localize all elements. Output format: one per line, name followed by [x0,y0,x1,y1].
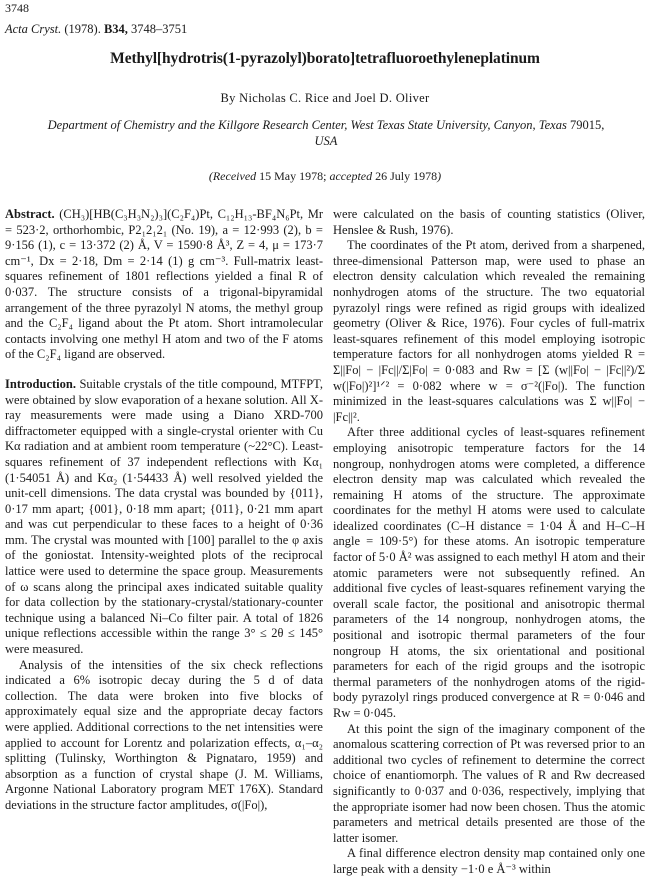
abstract-paragraph [5,207,323,363]
journal-reference [5,22,187,37]
abstract-heading: Abstract. [5,207,55,221]
affiliation-zip: 79015, [569,118,605,132]
page-number: 3748 [5,1,29,15]
enantiomorph-paragraph: At this point the sign of the imaginary component of the anomalous scattering correction of Pt was reversed prior to an additional two cycles of refinement to determine the correct choice of enantiomorph. The values of R and Rw decreased significantly to 0·037 and 0·036, respectively, implying that the appropriate isomer had now been chosen. Thus the atomic parameters and metrical details presented are those of the latter isomer. [333,721,645,845]
journal-year: (1978). [64,22,101,36]
journal-pages: 3748–3751 [131,22,188,36]
counting-statistics-paragraph: were calculated on the basis of counting statistics (Oliver, Henslee & Rush, 1976). [333,207,645,237]
difference-map-paragraph: A final difference electron density map contained only one large peak with a density −1·0 e Å⁻³ within [333,846,645,876]
abstract-text: (CH₃)[HB(C₃H₃N₂)₃](C₂F₄)Pt, C₁₂H₁₃-BF₄N₆Pt, Mr = 523·2, orthorhombic, P2₁2₁2₁ (No. 19), a = 12·993 (2), b = 9·156 (1), c = 13·372 (2) Å, V = 1590·8 Å³, Z = 4, μ = 173·7 cm⁻¹, Dx = 2·18, Dm = 2·14 (1) g cm⁻³. Full-matrix least-squares refinement of 1801 reflections yielded a final R of 0·037. The structure consists of a trigonal-bipyramidal arrangement of the three pyrazolyl N atoms, the methyl group and the C₂F₄ ligand about the Pt atom. Short intramolecular contacts involving one methyl H atom and two of the F atoms of the C₂F₄ ligand are observed. [5,207,323,362]
introduction-heading: Introduction. [5,376,76,391]
patterson-paragraph: The coordinates of the Pt atom, derived from a sharpened, three-dimensional Patterson map, were used to phase an electron density calculation which revealed the remaining nonhydrogen atoms of the structure. The two equatorial pyrazolyl rings were refined as rigid groups with idealized geometry (Oliver & Rice, 1976). Four cycles of full-matrix least-squares refinement of this model employing isotropic temperature factors for all nonhydrogen atoms yielded R = Σ||Fo| − |Fc||/Σ|Fo| = 0·083 and Rw = [Σ (w||Fo| − |Fc||²)/Σ w(|Fo|)²]¹ᐟ² = 0·082 where w = σ⁻²(|Fo|). The function minimized in the least-squares calculations was Σ w||Fo| − |Fc||². [333,238,645,424]
journal-volume: B34, [103,22,128,36]
paper-title: Methyl[hydrotris(1-pyrazolyl)borato]tetrafluoroethyleneplatinum [110,50,540,67]
received-date: 15 May 1978; [259,169,327,183]
received-label: Received [212,169,257,183]
journal-name: Acta Cryst. [5,22,62,36]
authors: By Nicholas C. Rice and Joel D. Oliver [220,91,430,105]
accepted-date: 26 July 1978 [375,169,438,183]
decay-analysis-paragraph: Analysis of the intensities of the six check reflections indicated a 6% isotropic decay during the 5 d of data collection. The data were broken into five blocks of approximately equal size and the appropriate decay factors were applied. Additional corrections to the net intensities were applied to account for Lorentz and polarization effects, α₁–α₂ splitting (Tulinsky, Worthington & Pignataro, 1959) and absorption as a function of crystal shape (J. M. Williams, Argonne National Laboratory program MET 176X). Standard deviations in the structure factor amplitudes, σ(|Fo|), [5,657,323,812]
affiliation-country: USA [314,134,338,148]
left-column [5,207,323,814]
received-dates: (Received 15 May 1978; accepted 26 July 1978) [208,169,442,183]
introduction-text: Suitable crystals of the title compound, MTFPT, were obtained by slow evaporation of a hexane solution. All X-ray measurements were made using a Diano XRD-700 diffractometer equipped with a single-crystal orienter with Cu Kα radiation and at ambient room temperature (~22°C). Least-squares refinement of 37 independent reflections with Kα₁ (1·54051 Å) and Kα₂ (1·54433 Å) well resolved yielded the unit-cell dimensions. The data crystal was bounded by {011}, 0·17 mm apart; {001}, 0·18 mm apart; {011}, 0·21 mm apart and was cut perpendicular to these faces to a height of 0·36 mm. The crystal was mounted with [100] parallel to the φ axis of the goniostat. Intensity-weighted plots of the reciprocal lattice were used to determine the space group. Measurements of ω scans along the principal axes indicated suitable quality for data collection by the stationary-crystal/stationary-counter technique using a balanced Ni–Co filter pair. A total of 1826 unique reflections accessible within the range 3° ≤ 2θ ≤ 145° were measured. [5,376,324,657]
right-column [333,207,645,878]
affiliation [8,117,644,149]
affiliation-text: Department of Chemistry and the Killgore Research Center, West Texas State University, Canyon, Texas [47,118,567,132]
introduction-paragraph [5,377,323,658]
accepted-label: accepted [329,169,373,183]
anisotropic-refinement-paragraph: After three additional cycles of least-squares refinement employing anisotropic temperature factors for the 14 nongroup, nonhydrogen atoms were completed, a difference electron density map was calculated which revealed the remaining H atoms of the structure. The approximate coordinates for the methyl H atoms were used to calculate idealized coordinates (C–H distance = 1·04 Å and H–C–H angle = 109·5°) for these atoms. An isotropic temperature factor of 5·0 Å² was assigned to each methyl H atom and their atomic parameters were not subsequently refined. An additional five cycles of least-squares refinement varying the overall scale factor, the positional and anisotropic thermal parameters of the 14 nongroup, nonhydrogen atoms, the positional and isotropic thermal parameters of the four nongroup H atoms, the six orientational and positional parameters for each of the rigid groups and the isotropic thermal parameters of the nonhydrogen atoms of the rigid-body pyrazolyl rings produced convergence at R = 0·046 and Rw = 0·045. [333,425,645,720]
